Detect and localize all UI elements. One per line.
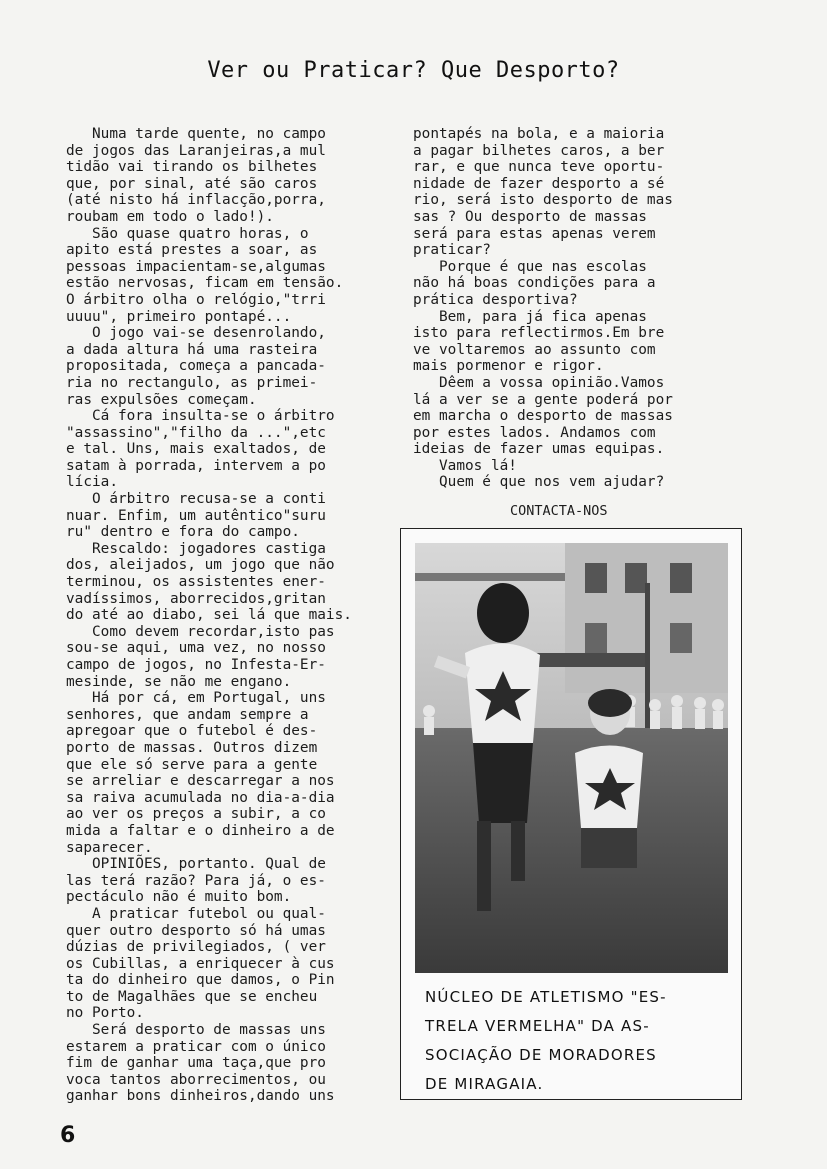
page-number: 6 <box>60 1123 76 1148</box>
photo-caption: NÚCLEO DE ATLETISMO "ES- TRELA VERMELHA" DA AS- SOCIAÇÃO DE MORADORES DE MIRAGAIA. <box>425 988 667 1093</box>
contact-signoff: CONTACTA-NOS <box>510 503 608 519</box>
article-text-left-column: Numa tarde quente, no campo de jogos das Laranjeiras,a mul tidão vai tirando os bilhetes que, por sinal, até são caros (até nisto há inflacção,porra, roubam em todo o lado!). São quase quatro horas, o apito está prestes a soar, as pessoas impacientam-se,algumas estão nervosas, ficam em tensão. O árbitro olha o relógio,"trri uuuu", primeiro pontapé... O jogo vai-se desenrolando, a dada altura há uma rasteira propositada, começa a pancada- ria no rectangulo, as primei- ras expulsões começam. Cá fora insulta-se o árbitro "assassino","filho da ...",etc e tal. Uns, mais exaltados, de satam à porrada, intervem a po lícia. O árbitro recusa-se a conti nuar. Enfim, um autêntico"suru ru" dentro e fora do campo. Rescaldo: jogadores castiga dos, aleijados, um jogo que não terminou, os assistentes ener- vadíssimos, aborrecidos,gritan do até ao diabo, sei lá que mais. Como devem recordar,isto pas sou-se aqui, uma vez, no nosso campo de jogos, no Infesta-Er- mesinde, se não me engano. Há por cá, em Portugal, uns senhores, que andam sempre a apregoar que o futebol é des- porto de massas. Outros dizem que ele só serve para a gente se arreliar e descarregar a nos sa raiva acumulada no dia-a-dia ao ver os preços a subir, a co mida a faltar e o dinheiro a de saparecer. OPINIÕES, portanto. Qual de las terá razão? Para já, o es- pectáculo não é muito bom. A praticar futebol ou qual- quer outro desporto só há umas dúzias de privilegiados, ( ver os Cubillas, a enriquecer à cus ta do dinheiro que damos, o Pin to de Magalhães que se encheu no Porto. Será desporto de massas uns estarem a praticar com o único fim de ganhar uma taça,que pro voca tantos aborrecimentos, ou ganhar bons dinheiros,dando uns <box>66 126 352 1105</box>
article-text-right-column: pontapés na bola, e a maioria a pagar bilhetes caros, a ber rar, e que nunca teve oportu- nidade de fazer desporto a sé rio, será isto desporto de mas sas ? Ou desporto de massas será para estas apenas verem praticar? Porque é que nas escolas não há boas condições para a prática desportiva? Bem, para já fica apenas isto para reflectirmos.Em bre ve voltaremos ao assunto com mais pormenor e rigor. Dêem a vossa opinião.Vamos lá a ver se a gente poderá por em marcha o desporto de massas por estes lados. Andamos com ideias de fazer umas equipas. Vamos lá! Quem é que nos vem ajudar? <box>413 126 673 491</box>
photo-illustration <box>415 543 728 973</box>
page-title: Ver ou Praticar? Que Desporto? <box>207 58 620 83</box>
photo-box <box>400 528 742 1100</box>
photo-children-running <box>415 543 728 973</box>
